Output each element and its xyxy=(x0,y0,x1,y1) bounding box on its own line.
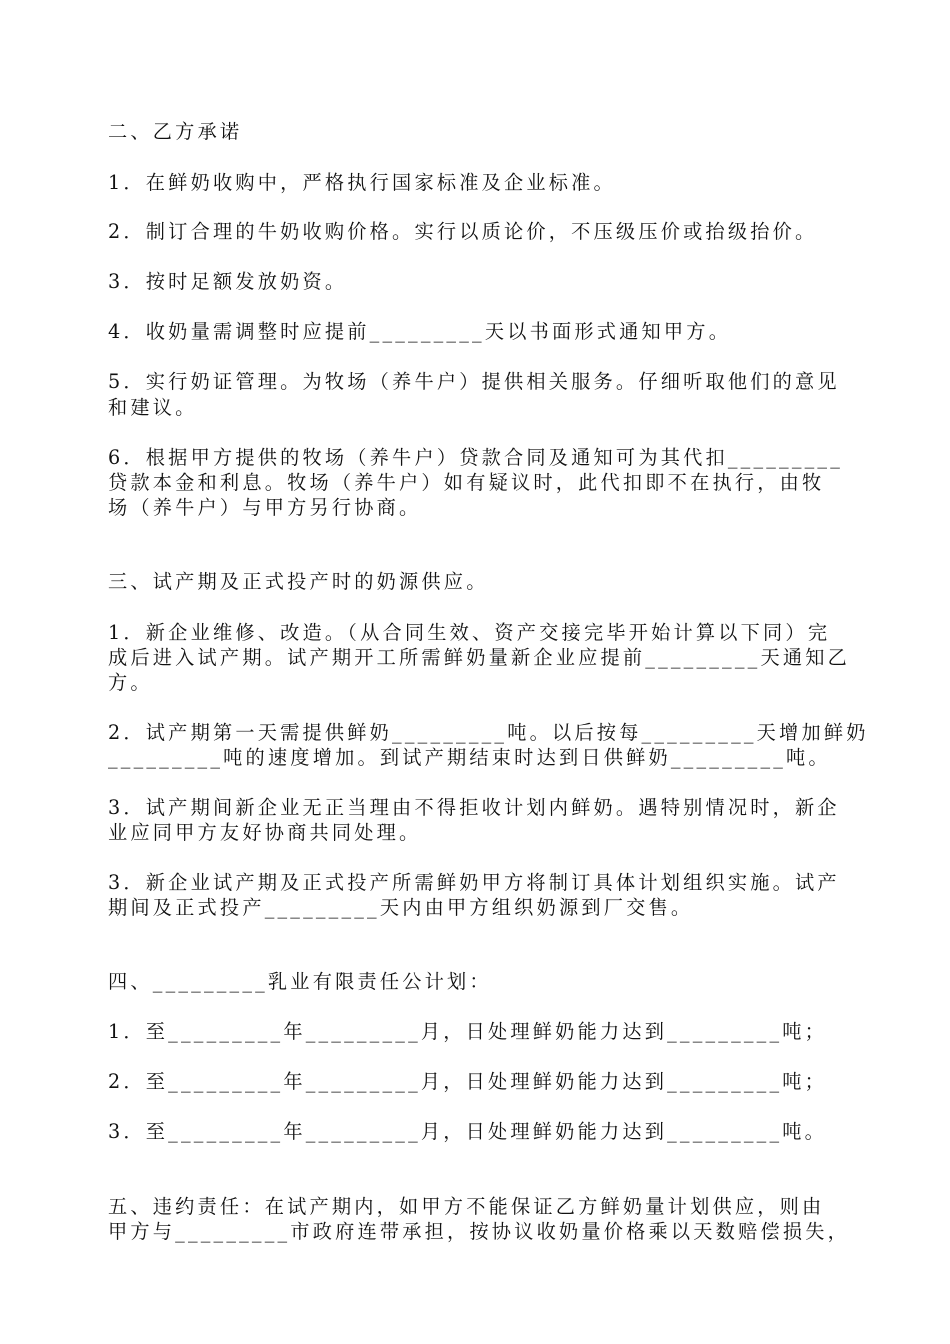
paragraph-line: 6．根据甲方提供的牧场（养牛户）贷款合同及通知可为其代扣_________ xyxy=(108,446,844,469)
paragraph-line: 方。 xyxy=(108,671,153,694)
paragraph-line: 2．至_________年_________月，日处理鲜奶能力达到_________吨； xyxy=(108,1070,828,1093)
paragraph-line: 2．制订合理的牛奶收购价格。实行以质论价，不压级压价或抬级抬价。 xyxy=(108,220,818,243)
paragraph-line: 3．至_________年_________月，日处理鲜奶能力达到_________吨。 xyxy=(108,1120,828,1143)
paragraph-line: 3．新企业试产期及正式投产所需鲜奶甲方将制订具体计划组织实施。试产 xyxy=(108,871,840,894)
paragraph-line: 1．在鲜奶收购中，严格执行国家标准及企业标准。 xyxy=(108,171,616,194)
paragraph-line: 和建议。 xyxy=(108,396,198,419)
paragraph-line: 贷款本金和利息。牧场（养牛户）如有疑议时，此代扣即不在执行，由牧 xyxy=(108,471,825,494)
section-heading-5: 五、违约责任：在试产期内，如甲方不能保证乙方鲜奶量计划供应，则由 xyxy=(108,1195,825,1218)
section-heading-4: 四、_________乳业有限责任公计划： xyxy=(108,970,492,993)
paragraph-line: 期间及正式投产_________天内由甲方组织奶源到厂交售。 xyxy=(108,896,694,919)
paragraph-line: 5．实行奶证管理。为牧场（养牛户）提供相关服务。仔细听取他们的意见 xyxy=(108,370,840,393)
paragraph-line: 1．新企业维修、改造。（从合同生效、资产交接完毕开始计算以下同）完 xyxy=(108,621,831,644)
paragraph-line: 4．收奶量需调整时应提前_________天以书面形式通知甲方。 xyxy=(108,320,732,343)
paragraph-line: 2．试产期第一天需提供鲜奶_________吨。以后按每_________天增加鲜奶 xyxy=(108,721,869,744)
paragraph-line: _________吨的速度增加。到试产期结束时达到日供鲜奶_________吨。 xyxy=(108,746,831,769)
paragraph-line: 3．按时足额发放奶资。 xyxy=(108,270,348,293)
paragraph-line: 业应同甲方友好协商共同处理。 xyxy=(108,821,422,844)
paragraph-line: 甲方与_________市政府连带承担，按协议收奶量价格乘以天数赔偿损失， xyxy=(108,1220,850,1243)
section-heading-3: 三、试产期及正式投产时的奶源供应。 xyxy=(108,570,489,593)
paragraph-line: 成后进入试产期。试产期开工所需鲜奶量新企业应提前_________天通知乙 xyxy=(108,646,850,669)
paragraph-line: 场（养牛户）与甲方另行协商。 xyxy=(108,496,422,519)
paragraph-line: 1．至_________年_________月，日处理鲜奶能力达到_________吨； xyxy=(108,1020,828,1043)
section-heading-2: 二、乙方承诺 xyxy=(108,120,243,143)
paragraph-line: 3．试产期间新企业无正当理由不得拒收计划内鲜奶。遇特别情况时，新企 xyxy=(108,796,840,819)
